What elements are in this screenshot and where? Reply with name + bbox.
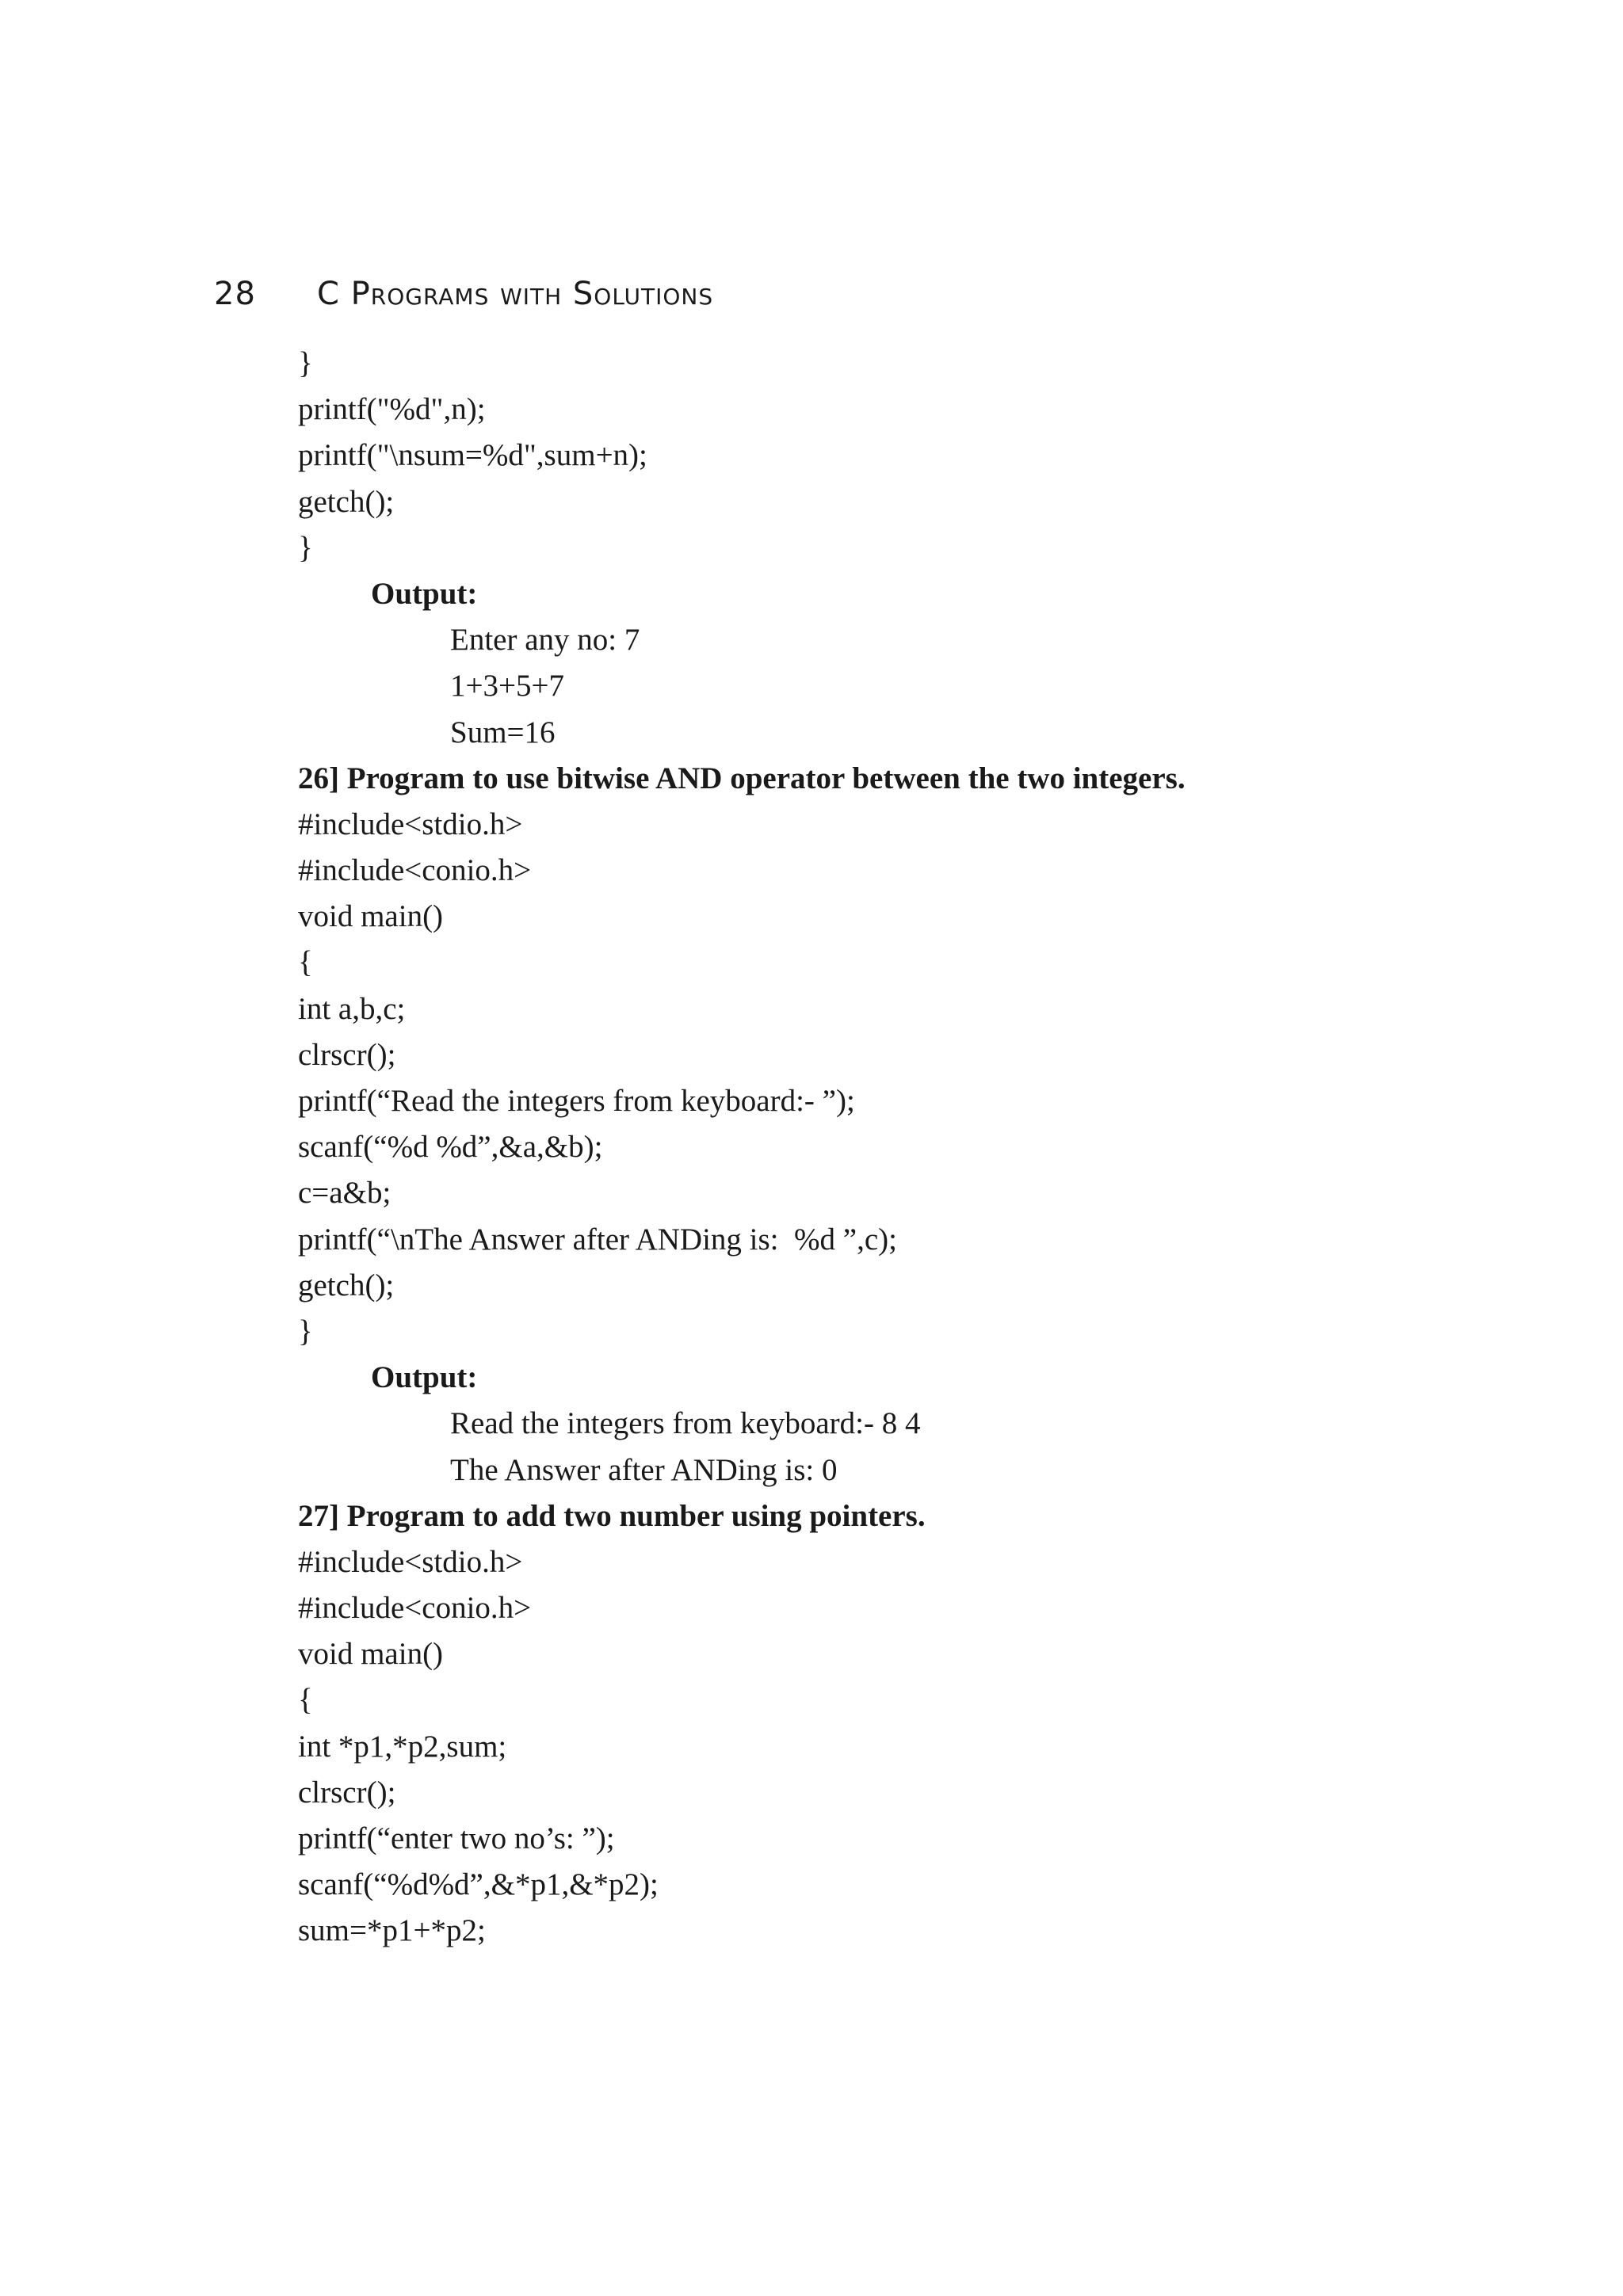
code-line: int a,b,c; xyxy=(298,991,406,1026)
code-line: printf(“enter two no’s: ”); xyxy=(298,1821,615,1855)
code-line: void main() xyxy=(298,899,444,934)
code-line: sum=*p1+*p2; xyxy=(298,1913,486,1948)
output-line: Sum=16 xyxy=(450,715,556,749)
code-line: #include<stdio.h> xyxy=(298,1544,523,1579)
output-line: 1+3+5+7 xyxy=(450,669,564,704)
code-line: int *p1,*p2,sum; xyxy=(298,1729,507,1764)
code-line: printf("%d",n); xyxy=(298,392,486,427)
code-line: } xyxy=(298,1314,313,1348)
code-line: printf(“Read the integers from keyboard:- ”); xyxy=(298,1084,855,1118)
code-line: scanf(“%d%d”,&*p1,&*p2); xyxy=(298,1867,659,1902)
code-line: #include<conio.h> xyxy=(298,853,532,888)
code-line: clrscr(); xyxy=(298,1775,396,1810)
code-line: } xyxy=(298,530,313,565)
section-heading: 26] Program to use bitwise AND operator between the two integers. xyxy=(298,761,1186,795)
code-line: #include<stdio.h> xyxy=(298,807,523,841)
code-line: clrscr(); xyxy=(298,1037,396,1072)
code-line: #include<conio.h> xyxy=(298,1591,532,1626)
code-line: { xyxy=(298,945,313,980)
page-header xyxy=(214,276,713,320)
code-line: scanf(“%d %d”,&a,&b); xyxy=(298,1130,603,1165)
page-number: 28 xyxy=(214,276,256,312)
code-line: c=a&b; xyxy=(298,1176,391,1211)
code-line: } xyxy=(298,346,313,380)
section-heading: 27] Program to add two number using pointers. xyxy=(298,1498,926,1533)
code-line: printf("\nsum=%d",sum+n); xyxy=(298,438,647,473)
output-line: The Answer after ANDing is: 0 xyxy=(450,1452,838,1487)
running-title: C Programs with Solutions xyxy=(317,276,714,312)
code-line: getch(); xyxy=(298,484,395,519)
output-line: Read the integers from keyboard:- 8 4 xyxy=(450,1406,921,1441)
code-line: getch(); xyxy=(298,1268,395,1302)
code-line: { xyxy=(298,1683,313,1718)
code-line: void main() xyxy=(298,1637,444,1672)
page-body xyxy=(298,341,1487,1955)
output-label: Output: xyxy=(371,1360,478,1395)
output-label: Output: xyxy=(371,576,478,611)
output-line: Enter any no: 7 xyxy=(450,623,640,658)
code-line: printf(“\nThe Answer after ANDing is: %d ”,c); xyxy=(298,1222,897,1257)
